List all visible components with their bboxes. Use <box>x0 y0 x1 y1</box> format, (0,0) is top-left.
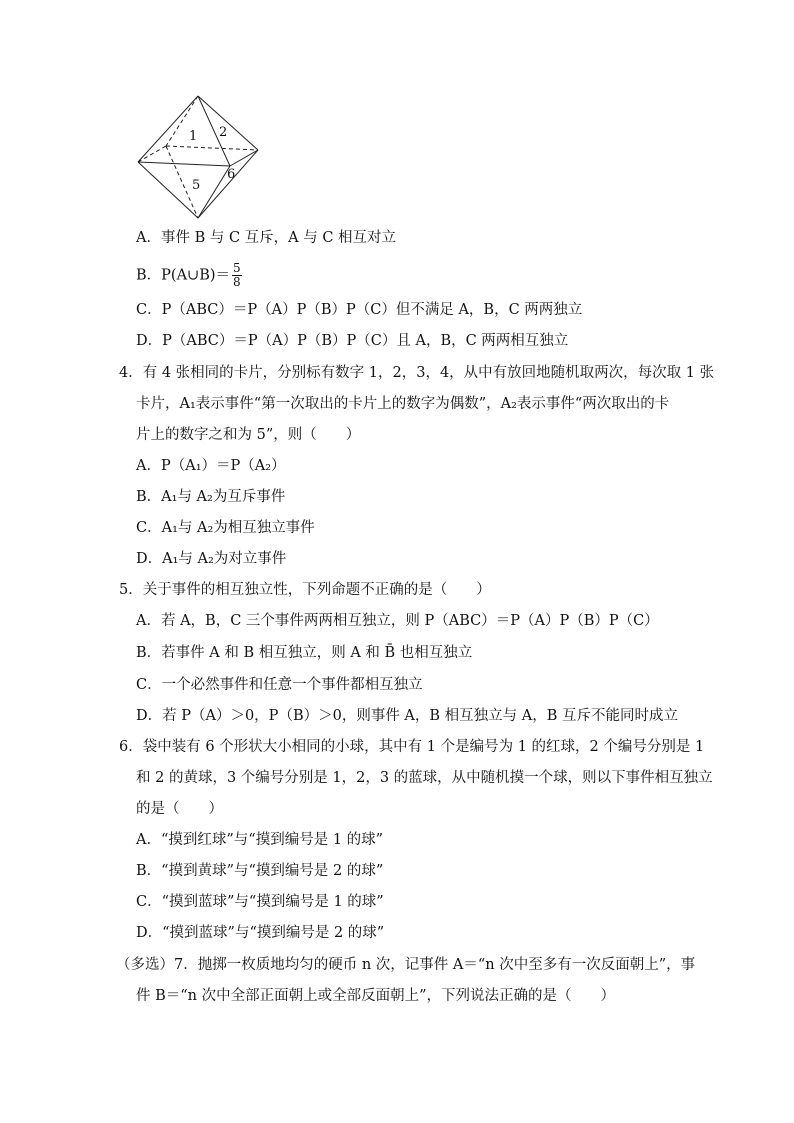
q6-stem-line3: 的是（ ） <box>136 801 223 817</box>
face-label-1: 1 <box>189 129 198 144</box>
q7-stem-line2: 件 B＝“n 次中全部正面朝上或全部反面朝上”，下列说法正确的是（ ） <box>136 988 616 1004</box>
q6-option-a: A．“摸到红球”与“摸到编号是 1 的球” <box>136 832 384 848</box>
q5-option-d: D．若 P（A）＞0，P（B）＞0，则事件 A，B 相互独立与 A，B 互斥不能同时成立 <box>136 708 679 724</box>
q4-stem-line1: 4．有 4 张相同的卡片，分别标有数字 1，2，3，4，从中有放回地随机取两次，每次取 1 张 <box>119 365 715 381</box>
q4-option-d: D．A₁与 A₂为对立事件 <box>136 551 287 567</box>
q6-option-d: D．“摸到蓝球”与“摸到编号是 2 的球” <box>136 925 385 941</box>
q3-option-b <box>136 262 242 289</box>
q5-stem: 5．关于事件的相互独立性，下列命题不正确的是（ ） <box>119 582 491 598</box>
q3-option-b-prefix: B．P(A∪B)＝ <box>136 267 231 284</box>
q7-stem-line1: （多选）7．抛掷一枚质地均匀的硬币 n 次，记事件 A＝“n 次中至多有一次反面朝上”，事 <box>116 957 696 973</box>
fraction-numerator: 5 <box>233 261 241 275</box>
q4-stem-line3: 片上的数字之和为 5”，则（ ） <box>136 427 361 443</box>
q5-option-c: C．一个必然事件和任意一个事件都相互独立 <box>136 677 423 693</box>
q3-option-c: C．P（ABC）＝P（A）P（B）P（C）但不满足 A，B，C 两两独立 <box>136 302 583 318</box>
q6-option-b: B．“摸到黄球”与“摸到编号是 2 的球” <box>136 863 384 879</box>
q4-option-b: B．A₁与 A₂为互斥事件 <box>136 489 286 505</box>
q5-option-a: A．若 A，B，C 三个事件两两相互独立，则 P（ABC）＝P（A）P（B）P（C） <box>136 613 659 629</box>
octahedron-figure <box>136 94 262 222</box>
q6-option-c: C．“摸到蓝球”与“摸到编号是 1 的球” <box>136 894 384 910</box>
q3-option-d: D．P（ABC）＝P（A）P（B）P（C）且 A，B，C 两两相互独立 <box>136 333 569 349</box>
q3-option-a: A．事件 B 与 C 互斥，A 与 C 相互对立 <box>136 230 397 246</box>
face-label-5: 5 <box>192 178 201 193</box>
q4-option-a: A．P（A₁）＝P（A₂） <box>136 458 286 474</box>
q6-stem-line1: 6．袋中装有 6 个形状大小相同的小球，其中有 1 个是编号为 1 的红球，2 个编号分别是 1 <box>119 739 705 755</box>
q4-stem-line2: 卡片，A₁表示事件“第一次取出的卡片上的数字为偶数”，A₂表示事件“两次取出的卡 <box>136 396 670 412</box>
fraction-denominator: 8 <box>233 275 241 289</box>
q5-option-b: B．若事件 A 和 B 相互独立，则 A 和 B̄ 也相互独立 <box>136 645 473 661</box>
q6-stem-line2: 和 2 的黄球，3 个编号分别是 1，2，3 的蓝球，从中随机摸一个球，则以下事件相互独立 <box>136 770 713 786</box>
face-label-2: 2 <box>219 125 228 140</box>
fraction <box>232 262 242 289</box>
q4-option-c: C．A₁与 A₂为相互独立事件 <box>136 520 315 536</box>
face-label-6: 6 <box>227 167 236 182</box>
